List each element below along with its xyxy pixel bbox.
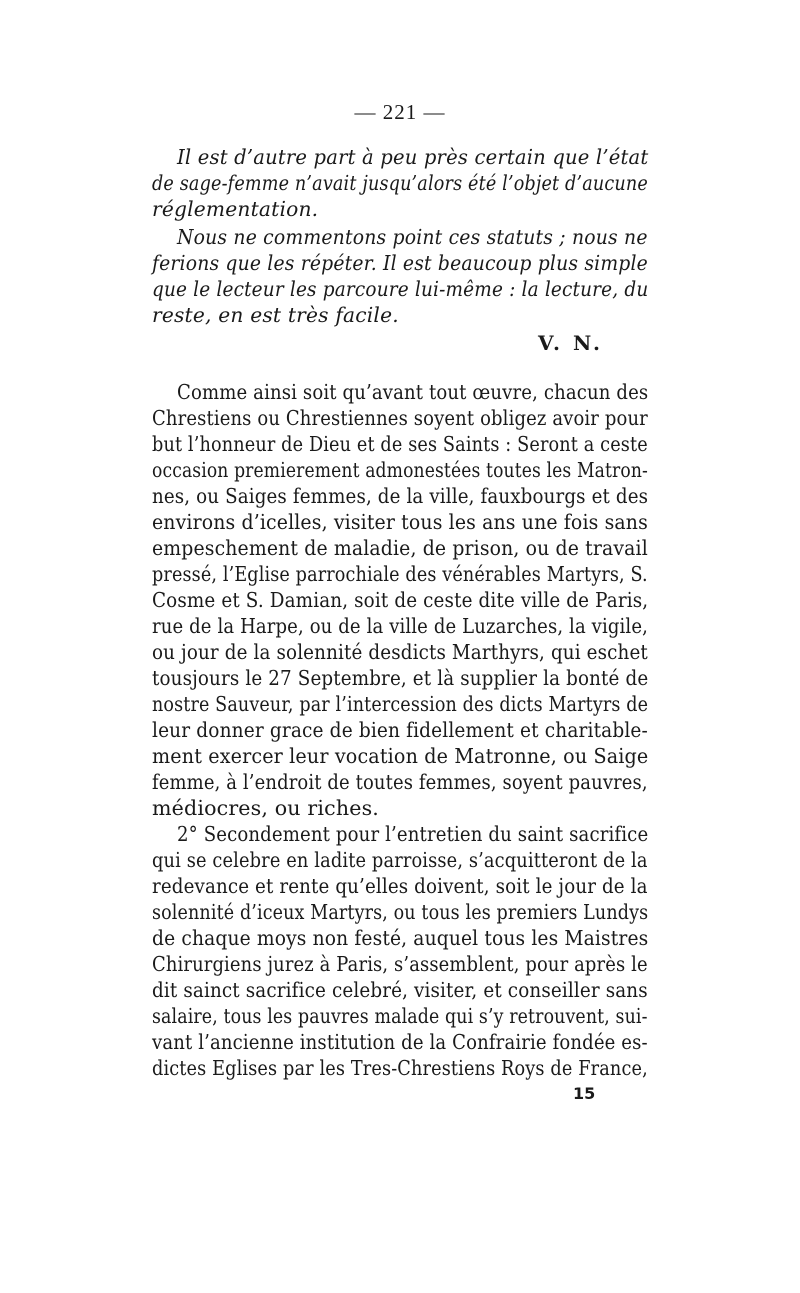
- body-line: rue de la Harpe, ou de la ville de Luzarches, la vigile,: [152, 614, 648, 638]
- italic-line: réglementation.: [152, 197, 319, 221]
- body-line: leur donner grace de bien fidellement et charitable-: [152, 718, 648, 742]
- body-line: femme, à l’endroit de toutes femmes, soyent pauvres,: [152, 770, 648, 794]
- signature-initials: V. N.: [538, 331, 603, 355]
- italic-line: Nous ne commentons point ces statuts ; nous ne: [177, 225, 648, 249]
- body-line: tousjours le 27 Septembre, et là supplier la bonté de: [152, 666, 649, 690]
- body-line: Comme ainsi soit qu’avant tout œuvre, chacun des: [177, 380, 649, 404]
- body-line: environs d’icelles, visiter tous les ans une fois sans: [152, 510, 648, 534]
- body-line: but l’honneur de Dieu et de ses Saints : Seront a ceste: [152, 432, 648, 456]
- body-line: de chaque moys non festé, auquel tous les Maistres: [152, 926, 649, 950]
- italic-line: que le lecteur les parcoure lui-même : la lecture, du: [152, 277, 649, 301]
- body-line: ment exercer leur vocation de Matronne, ou Saige: [152, 744, 649, 768]
- page-number-header: — 221 —: [354, 100, 446, 124]
- italic-line: ferions que les répéter. Il est beaucoup plus simple: [152, 251, 648, 275]
- body-line: occasion premierement admonestées toutes les Matron-: [152, 458, 648, 482]
- body-line: redevance et rente qu’elles doivent, soit le jour de la: [152, 874, 648, 898]
- body-line: salaire, tous les pauvres malade qui s’y retrouvent, sui-: [152, 1004, 648, 1028]
- body-line: Chirurgiens jurez à Paris, s’assemblent, pour après le: [152, 952, 648, 976]
- body-line: vant l’ancienne institution de la Confrairie fondée es-: [152, 1030, 648, 1054]
- body-line: qui se celebre en ladite parroisse, s’acquitteront de la: [152, 848, 648, 872]
- body-line: 2° Secondement pour l’entretien du saint sacrifice: [177, 822, 649, 846]
- body-line: ou jour de la solennité desdicts Marthyrs, qui eschet: [152, 640, 648, 664]
- body-line: solennité d’iceux Martyrs, ou tous les premiers Lundys: [152, 900, 649, 924]
- body-line: nostre Sauveur, par l’intercession des dicts Martyrs de: [152, 692, 649, 716]
- body-line: dit sainct sacrifice celebré, visiter, et conseiller sans: [152, 978, 648, 1002]
- signature-folio-number: 15: [573, 1084, 596, 1103]
- body-line: nes, ou Saiges femmes, de la ville, fauxbourgs et des: [152, 484, 649, 508]
- body-line: Chrestiens ou Chrestiennes soyent obligez avoir pour: [152, 406, 648, 430]
- italic-line: Il est d’autre part à peu près certain que l’état: [177, 145, 649, 169]
- body-line: Cosme et S. Damian, soit de ceste dite ville de Paris,: [152, 588, 649, 612]
- italic-line: reste, en est très facile.: [152, 303, 399, 327]
- body-line: médiocres, ou riches.: [152, 796, 379, 820]
- body-line: pressé, l’Eglise parrochiale des vénérables Martyrs, S.: [152, 562, 648, 586]
- body-line: empeschement de maladie, de prison, ou de travail: [152, 536, 648, 560]
- italic-line: de sage-femme n’avait jusqu’alors été l’objet d’aucune: [152, 171, 648, 195]
- body-line: dictes Eglises par les Tres-Chrestiens Roys de France,: [152, 1056, 648, 1080]
